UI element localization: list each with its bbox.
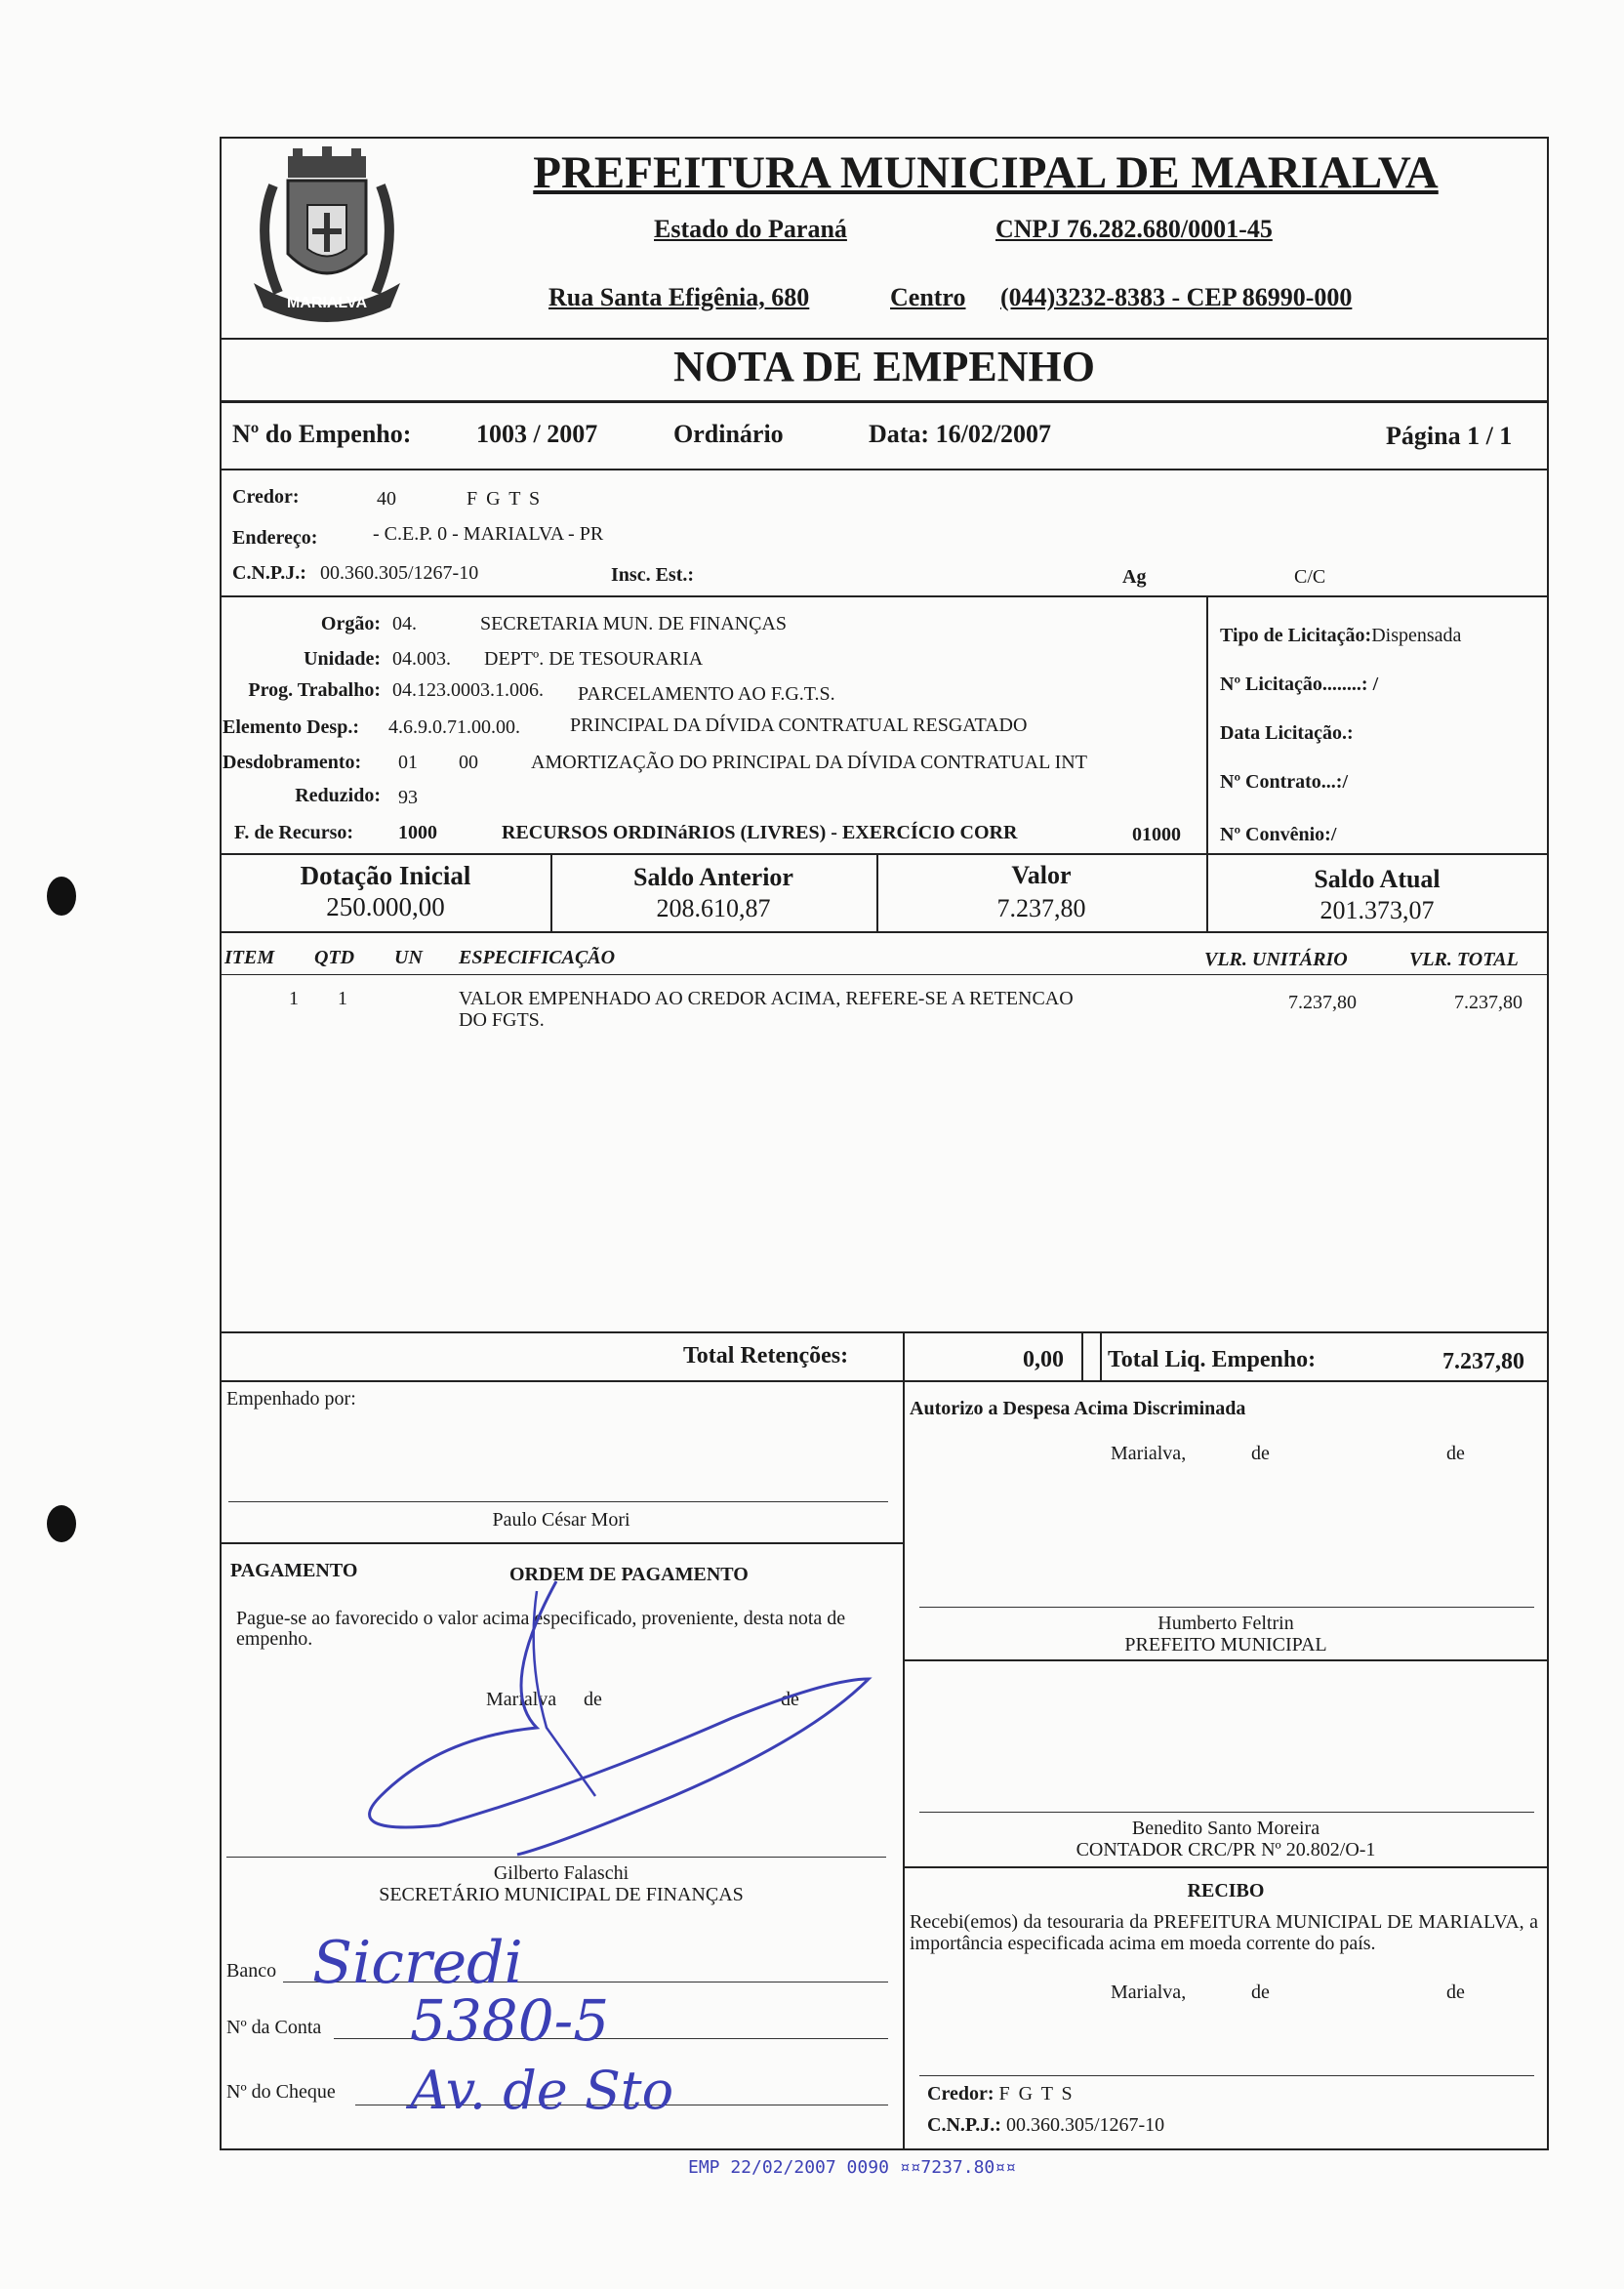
agency-label: Ag — [1122, 566, 1147, 588]
punch-hole — [47, 877, 76, 916]
total-retencoes-label: Total Retenções: — [683, 1343, 849, 1369]
valor-label: Valor — [1011, 861, 1072, 889]
accountant-role: CONTADOR CRC/PR Nº 20.802/O-1 — [1076, 1839, 1376, 1860]
signer-1-name: Paulo César Mori — [492, 1509, 630, 1531]
item-espec-line-1: VALOR EMPENHADO AO CREDOR ACIMA, REFERE-SE A RETENCAO — [459, 988, 1074, 1009]
col-vlr-total: VLR. TOTAL — [1409, 949, 1519, 970]
desdobramento-name: AMORTIZAÇÃO DO PRINCIPAL DA DÍVIDA CONTRATUAL INT — [531, 752, 1087, 773]
recibo-de-1: de — [1251, 1982, 1270, 2003]
recurso-name: RECURSOS ORDINáRIOS (LIVRES) - EXERCÍCIO CORR — [502, 822, 1018, 843]
handwritten-bank: Sicredi — [312, 1929, 523, 1997]
item-unit-value: 7.237,80 — [1288, 992, 1357, 1013]
state-name: Estado do Paraná — [654, 215, 847, 243]
ordem-pagamento-label: ORDEM DE PAGAMENTO — [509, 1564, 749, 1585]
ordem-de-2: de — [781, 1689, 799, 1710]
item-qtd: 1 — [338, 988, 347, 1009]
elemento-code: 4.6.9.0.71.00.00. — [388, 716, 520, 738]
punch-hole — [47, 1505, 76, 1542]
cnpj-label: C.N.P.J.: — [232, 562, 306, 584]
reduzido-label: Reduzido: — [295, 785, 381, 806]
col-un: UN — [394, 947, 423, 968]
saldo-atual-label: Saldo Atual — [1314, 865, 1441, 893]
empenho-date: Data: 16/02/2007 — [869, 420, 1052, 448]
item-number: 1 — [289, 988, 299, 1009]
endereco-label: Endereço: — [232, 527, 318, 549]
recurso-code: 1000 — [398, 822, 437, 843]
elemento-label: Elemento Desp.: — [223, 716, 359, 738]
empenho-type: Ordinário — [673, 420, 784, 448]
document-title: NOTA DE EMPENHO — [673, 343, 1095, 390]
saldo-atual-value: 201.373,07 — [1320, 896, 1435, 924]
street-address: Rua Santa Efigênia, 680 — [548, 283, 810, 311]
mayor-name: Humberto Feltrin — [1157, 1613, 1294, 1634]
total-liquido-label: Total Liq. Empenho: — [1108, 1347, 1317, 1372]
convenio-number: Nº Convênio:/ — [1220, 824, 1337, 845]
district: Centro — [890, 283, 966, 311]
orgao-code: 04. — [392, 613, 417, 634]
orgao-label: Orgão: — [320, 613, 381, 634]
autorizo-city: Marialva, — [1111, 1443, 1187, 1464]
valor-value: 7.237,80 — [996, 894, 1086, 922]
prog-trabalho-code: 04.123.0003.1.006. — [392, 679, 544, 701]
cheque-label: Nº do Cheque — [226, 2081, 336, 2103]
page-number: Página 1 / 1 — [1386, 422, 1513, 450]
desdobramento-code-1: 01 — [398, 752, 418, 773]
empenhado-por-label: Empenhado por: — [226, 1388, 356, 1410]
prog-trabalho-name: PARCELAMENTO AO F.G.T.S. — [578, 683, 835, 705]
conta-label: Nº da Conta — [226, 2017, 322, 2038]
licitacao-type: Tipo de Licitação:Dispensada — [1220, 625, 1462, 646]
ordem-city: Marialva — [486, 1689, 557, 1710]
municipality-title: PREFEITURA MUNICIPAL DE MARIALVA — [533, 147, 1439, 198]
dotacao-inicial-value: 250.000,00 — [326, 892, 445, 921]
signer-2-role: SECRETÁRIO MUNICIPAL DE FINANÇAS — [379, 1884, 744, 1905]
autorizo-label: Autorizo a Despesa Acima Discriminada — [910, 1398, 1246, 1419]
col-item: ITEM — [224, 947, 275, 968]
coat-of-arms-logo — [234, 146, 420, 327]
accountant-name: Benedito Santo Moreira — [1131, 1818, 1320, 1839]
credor-name: F G T S — [467, 488, 543, 510]
mayor-role: PREFEITO MUNICIPAL — [1124, 1634, 1327, 1655]
recurso-label: F. de Recurso: — [234, 822, 354, 843]
crest-text: MARIALVA — [286, 295, 368, 311]
signature-scribble — [322, 1572, 908, 1894]
recibo-city: Marialva, — [1111, 1982, 1187, 2003]
orgao-name: SECRETARIA MUN. DE FINANÇAS — [480, 613, 787, 634]
saldo-anterior-value: 208.610,87 — [656, 894, 771, 922]
pagamento-label: PAGAMENTO — [230, 1560, 358, 1581]
licitacao-number: Nº Licitação........: / — [1220, 674, 1379, 695]
phone-cep: (044)3232-8383 - CEP 86990-000 — [1000, 283, 1353, 311]
desdobramento-label: Desdobramento: — [223, 752, 362, 773]
cnpj-header: CNPJ 76.282.680/0001-45 — [995, 215, 1273, 243]
unidade-label: Unidade: — [304, 648, 381, 670]
unidade-code: 04.003. — [392, 648, 451, 670]
reduzido-value: 93 — [398, 787, 418, 808]
recurso-code-2: 01000 — [1132, 824, 1181, 845]
bank-stamp: EMP 22/02/2007 0090 ¤¤7237.80¤¤ — [688, 2157, 1016, 2178]
recibo-credor: Credor: F G T S — [927, 2083, 1075, 2105]
autorizo-de-2: de — [1446, 1443, 1465, 1464]
prog-trabalho-label: Prog. Trabalho: — [248, 679, 381, 701]
col-qtd: QTD — [314, 947, 355, 968]
desdobramento-code-2: 00 — [459, 752, 478, 773]
signer-2-name: Gilberto Falaschi — [493, 1862, 629, 1884]
empenho-number: 1003 / 2007 — [476, 420, 598, 448]
banco-label: Banco — [226, 1960, 277, 1982]
recibo-de-2: de — [1446, 1982, 1465, 2003]
insc-est-label: Insc. Est.: — [611, 564, 695, 586]
credor-code: 40 — [377, 488, 396, 510]
total-retencoes-value: 0,00 — [1023, 1347, 1064, 1372]
account-label: C/C — [1294, 566, 1326, 588]
cnpj-value: 00.360.305/1267-10 — [320, 562, 479, 584]
handwritten-account: 5380-5 — [410, 1987, 610, 2054]
total-liquido-value: 7.237,80 — [1442, 1349, 1524, 1374]
recibo-title: RECIBO — [1187, 1880, 1265, 1901]
licitacao-date: Data Licitação.: — [1220, 722, 1354, 744]
autorizo-de-1: de — [1251, 1443, 1270, 1464]
item-total-value: 7.237,80 — [1454, 992, 1522, 1013]
credor-label: Credor: — [232, 486, 300, 508]
pague-text: Pague-se ao favorecido o valor acima especificado, proveniente, desta nota de empenho. — [236, 1608, 846, 1650]
endereco-value: - C.E.P. 0 - MARIALVA - PR — [373, 523, 604, 545]
contrato-number: Nº Contrato...:/ — [1220, 771, 1349, 793]
col-especificacao: ESPECIFICAÇÃO — [459, 947, 616, 968]
col-vlr-unitario: VLR. UNITÁRIO — [1204, 949, 1348, 970]
handwritten-cheque: Av. de Sto — [410, 2060, 674, 2121]
recibo-cnpj: C.N.P.J.: 00.360.305/1267-10 — [927, 2114, 1165, 2136]
recibo-text: Recebi(emos) da tesouraria da PREFEITURA MUNICIPAL DE MARIALVA, a importância especificada acima em moeda corrente do país. — [910, 1911, 1538, 1954]
empenho-number-label: Nº do Empenho: — [232, 420, 412, 448]
saldo-anterior-label: Saldo Anterior — [633, 863, 793, 891]
dotacao-inicial-label: Dotação Inicial — [300, 861, 471, 890]
ordem-de-1: de — [584, 1689, 602, 1710]
elemento-name: PRINCIPAL DA DÍVIDA CONTRATUAL RESGATADO — [570, 715, 1028, 736]
unidade-name: DEPTº. DE TESOURARIA — [484, 648, 704, 670]
item-espec-line-2: DO FGTS. — [459, 1009, 545, 1031]
